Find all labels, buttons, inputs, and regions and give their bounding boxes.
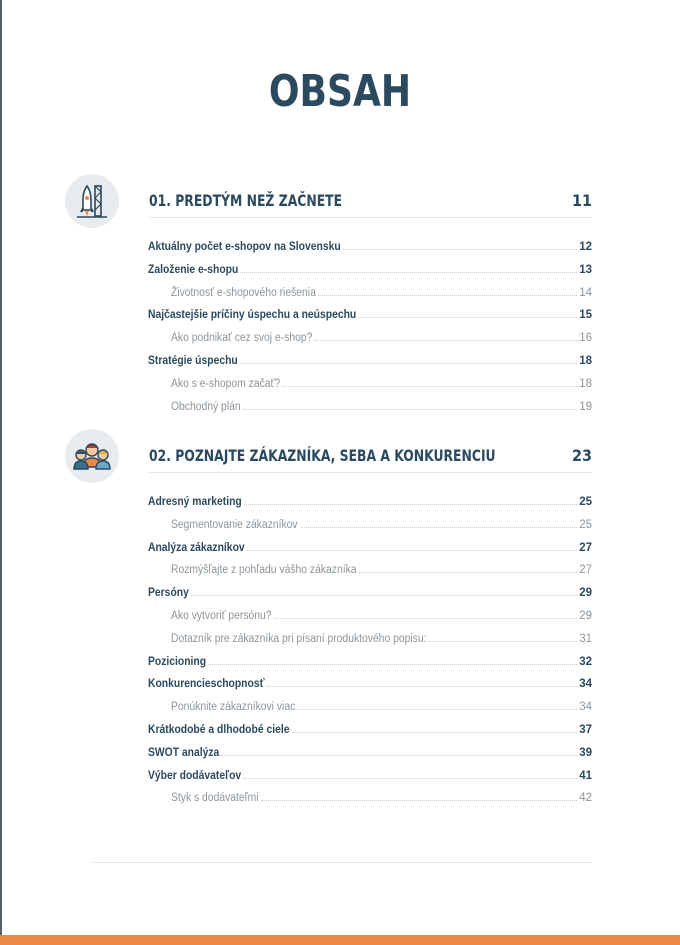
- toc-entry[interactable]: [171, 560, 592, 576]
- toc-dot-leader: [300, 526, 578, 528]
- toc-entry-title: Životnosť e-shopového riešenia: [171, 286, 316, 299]
- toc-dot-leader: [243, 408, 578, 410]
- toc-entry[interactable]: [148, 538, 592, 554]
- toc-entry[interactable]: [148, 305, 592, 321]
- toc-entry[interactable]: [148, 674, 592, 690]
- toc-entry[interactable]: [171, 515, 592, 531]
- toc-entry-page: 14: [579, 286, 592, 299]
- toc-entry-title: Konkurencieschopnosť: [148, 678, 265, 691]
- toc-entry-title: SWOT analýza: [148, 746, 220, 759]
- toc-entry-page: 18: [579, 377, 592, 390]
- footer-divider: [92, 862, 592, 863]
- toc-entry-title: Krátkodobé a dlhodobé ciele: [148, 724, 290, 736]
- toc-entry-title: Rozmýšľajte z pohľadu vášho zákazníka: [171, 564, 357, 577]
- toc-entry-page: 31: [579, 632, 592, 645]
- toc-entry-page: 34: [579, 678, 592, 691]
- toc-dot-leader: [240, 362, 578, 364]
- toc-dot-leader: [261, 799, 578, 801]
- toc-entry-title: Pozicioning: [148, 655, 207, 668]
- rocket-launch-icon: [65, 174, 119, 228]
- toc-entry-page: 42: [579, 792, 592, 805]
- toc-dot-leader: [274, 617, 578, 619]
- toc-dot-leader: [240, 271, 577, 273]
- toc-entry-page: 16: [579, 332, 592, 345]
- toc-entry-title: Aktuálny počet e-shopov na Slovensku: [148, 241, 341, 253]
- toc-entry[interactable]: [148, 351, 592, 367]
- toc-entry[interactable]: [148, 260, 592, 276]
- toc-entry-title: Ako podnikať cez svoj e-shop?: [171, 332, 313, 345]
- toc-entry-page: 32: [579, 655, 592, 668]
- toc-entry-title: Adresný marketing: [148, 496, 242, 508]
- section-heading[interactable]: [149, 191, 592, 213]
- page-title: OBSAH: [268, 66, 412, 117]
- toc-dot-leader: [208, 663, 577, 665]
- toc-entry-title: Obchodný plán: [171, 400, 241, 413]
- toc-dot-leader: [297, 708, 577, 710]
- toc-entry-title: Analýza zákazníkov: [148, 541, 245, 554]
- toc-dot-leader: [244, 503, 577, 505]
- toc-entry-title: Výber dodávateľov: [148, 769, 242, 782]
- toc-dot-leader: [191, 594, 577, 596]
- people-group-icon: [65, 429, 119, 483]
- toc-entry[interactable]: [171, 606, 592, 622]
- toc-entry[interactable]: [171, 629, 592, 645]
- section-divider: [149, 217, 592, 218]
- toc-entry-page: 25: [579, 496, 592, 508]
- toc-entry-title: Stratégie úspechu: [148, 355, 238, 367]
- toc-entry-page: 19: [579, 400, 592, 413]
- toc-entry-page: 29: [579, 610, 592, 622]
- toc-dot-leader: [292, 731, 578, 733]
- toc-entry-page: 25: [579, 518, 592, 531]
- toc-dot-leader: [247, 549, 578, 551]
- toc-entry-page: 18: [579, 355, 592, 367]
- toc-entry[interactable]: [148, 652, 592, 668]
- toc-entry-title: Založenie e-shopu: [148, 263, 239, 276]
- toc-entry-title: Dotazník pre zákazníka pri písaní produktového popisu:: [171, 632, 427, 645]
- toc-entry[interactable]: [148, 237, 592, 253]
- toc-dot-leader: [221, 754, 577, 756]
- toc-dot-leader: [358, 316, 577, 318]
- footer-accent-bar: [0, 935, 680, 945]
- section-heading-label: 02. POZNAJTE ZÁKAZNÍKA, SEBA A KONKURENCIU: [149, 446, 496, 465]
- section-divider: [149, 472, 592, 473]
- toc-entry-page: 13: [579, 263, 592, 276]
- toc-entry-page: 12: [579, 241, 592, 253]
- toc-entry-page: 15: [579, 309, 592, 322]
- toc-entry[interactable]: [148, 492, 592, 508]
- section-heading-page: 11: [571, 191, 592, 210]
- section-heading-label: 01. PREDTÝM NEŽ ZAČNETE: [149, 191, 343, 210]
- toc-entry-title: Segmentovanie zákazníkov: [171, 518, 298, 531]
- toc-entry-page: 27: [579, 564, 592, 577]
- toc-dot-leader: [343, 248, 578, 250]
- toc-entry-page: 29: [579, 587, 592, 600]
- toc-entry-page: 41: [579, 769, 592, 782]
- toc-entry-page: 27: [579, 541, 592, 554]
- toc-entry-page: 39: [579, 746, 592, 759]
- section-heading-page: 23: [571, 446, 592, 465]
- toc-dot-leader: [282, 385, 577, 387]
- toc-entry[interactable]: [171, 697, 592, 713]
- toc-dot-leader: [267, 685, 578, 687]
- toc-entry-page: 34: [579, 701, 592, 714]
- toc-dot-leader: [359, 571, 578, 573]
- toc-dot-leader: [243, 777, 577, 779]
- toc-dot-leader: [314, 339, 577, 341]
- toc-entry[interactable]: [171, 328, 592, 344]
- toc-entry[interactable]: [148, 583, 592, 599]
- toc-entry-page: 37: [579, 724, 592, 736]
- toc-entry-title: Ako vytvoriť persónu?: [171, 610, 272, 622]
- toc-entry-title: Persóny: [148, 587, 189, 600]
- toc-dot-leader: [318, 294, 577, 296]
- page-left-border: [0, 0, 2, 945]
- toc-entry[interactable]: [148, 720, 592, 736]
- toc-entry-title: Najčastejšie príčiny úspechu a neúspechu: [148, 309, 357, 322]
- section-heading[interactable]: [149, 446, 592, 468]
- toc-entry[interactable]: [171, 374, 592, 390]
- toc-entry[interactable]: [171, 397, 592, 413]
- toc-entry-title: Ponúknite zákazníkovi viac: [171, 701, 296, 714]
- toc-dot-leader: [428, 640, 577, 642]
- toc-entry-title: Styk s dodávateľmi: [171, 792, 259, 805]
- toc-entry-title: Ako s e-shopom začať?: [171, 377, 281, 390]
- toc-entry[interactable]: [148, 743, 592, 759]
- toc-entry[interactable]: [148, 766, 592, 782]
- toc-entry[interactable]: [171, 283, 592, 299]
- toc-entry[interactable]: [171, 788, 592, 804]
